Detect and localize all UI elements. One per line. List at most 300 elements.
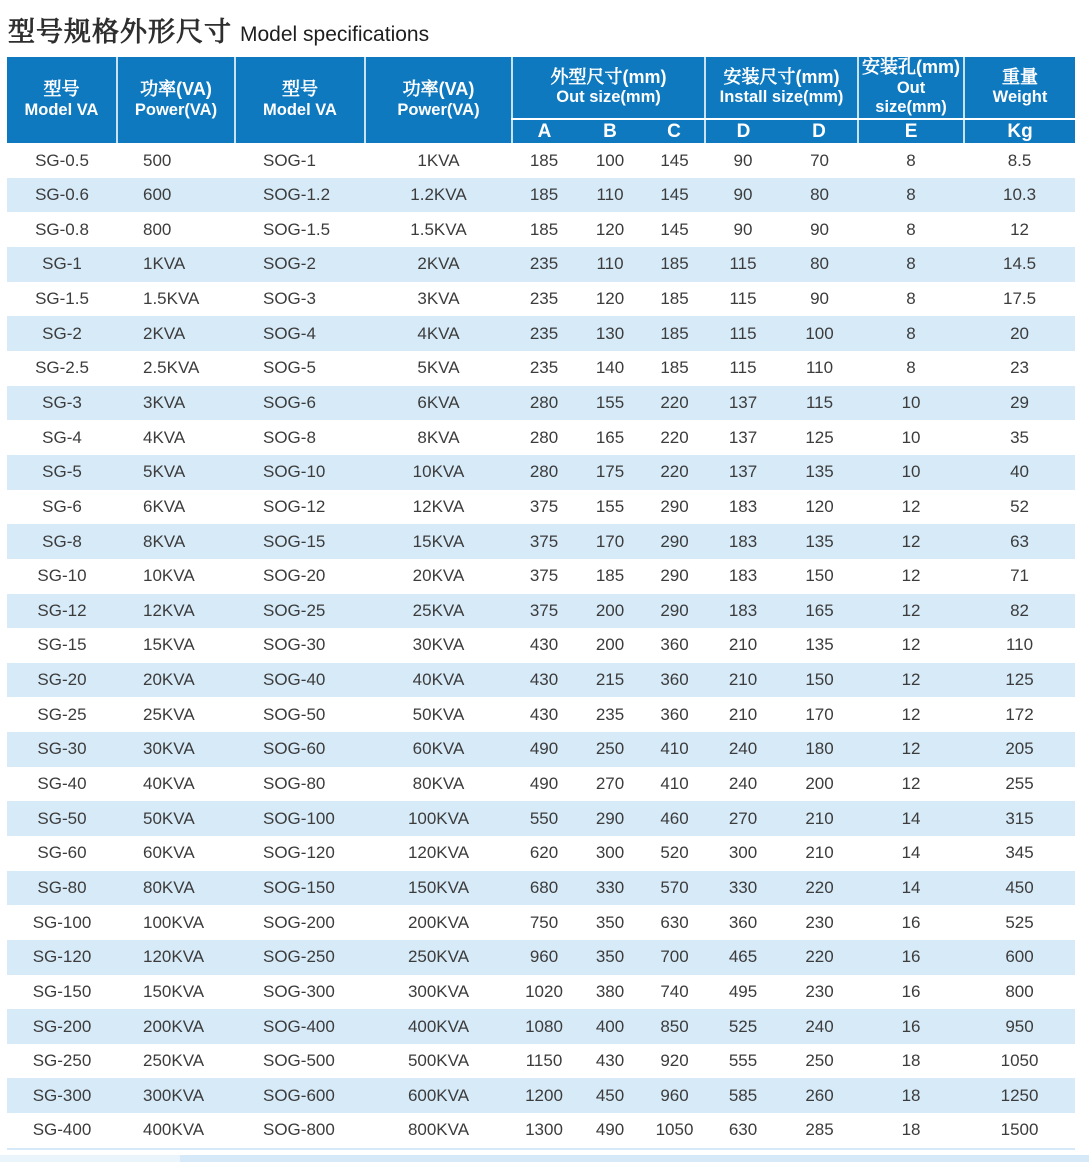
cell-b: 155 bbox=[595, 392, 625, 412]
cell-d2: 220 bbox=[805, 947, 834, 967]
cell-b: 290 bbox=[595, 808, 625, 828]
cell-a: 280 bbox=[529, 427, 559, 447]
cell-d2: 285 bbox=[805, 1120, 834, 1140]
page-title-zh: 型号规格外形尺寸 bbox=[8, 17, 232, 47]
table-row bbox=[7, 455, 1075, 490]
cell-a: 375 bbox=[529, 531, 559, 551]
cell-d1: 555 bbox=[728, 1051, 758, 1071]
cell-e: 8 bbox=[906, 219, 916, 239]
spec-table bbox=[7, 57, 1075, 1150]
cell-power-sog: 30KVA bbox=[412, 635, 465, 655]
cell-power-sg: 10KVA bbox=[143, 566, 195, 586]
table-row bbox=[7, 282, 1075, 317]
cell-model-sg: SG-8 bbox=[42, 531, 82, 551]
cell-model-sog: SOG-30 bbox=[263, 635, 326, 655]
header-model-sg-zh: 型号 bbox=[43, 79, 80, 100]
header-model-sog bbox=[235, 57, 365, 143]
cell-e: 12 bbox=[901, 600, 921, 620]
cell-d1: 270 bbox=[728, 808, 758, 828]
cell-model-sg: SG-30 bbox=[37, 739, 87, 759]
cell-c: 185 bbox=[660, 289, 689, 309]
cell-kg: 12 bbox=[1010, 219, 1029, 239]
cell-a: 375 bbox=[529, 600, 559, 620]
cell-kg: 14.5 bbox=[1002, 254, 1037, 274]
cell-e: 12 bbox=[901, 670, 921, 690]
cell-model-sg: SG-0.6 bbox=[35, 185, 89, 205]
cell-e: 8 bbox=[906, 358, 916, 378]
cell-c: 290 bbox=[660, 600, 689, 620]
cell-b: 270 bbox=[595, 774, 625, 794]
cell-d1: 90 bbox=[733, 150, 753, 170]
table-row bbox=[7, 871, 1075, 906]
cell-e: 12 bbox=[901, 496, 921, 516]
cell-model-sog: SOG-50 bbox=[263, 704, 326, 724]
cell-a: 185 bbox=[529, 185, 559, 205]
cell-b: 170 bbox=[595, 531, 625, 551]
cell-power-sog: 3KVA bbox=[417, 289, 460, 309]
cell-a: 430 bbox=[529, 704, 559, 724]
cell-c: 520 bbox=[660, 843, 689, 863]
cell-b: 350 bbox=[595, 947, 625, 967]
cell-d1: 240 bbox=[728, 739, 758, 759]
header-power-sg bbox=[117, 57, 235, 143]
table-row bbox=[7, 940, 1075, 975]
cell-power-sg: 500 bbox=[143, 150, 172, 170]
subheader-c: C bbox=[644, 119, 705, 143]
cell-kg: 20 bbox=[1010, 323, 1029, 343]
subheader-kg: Kg bbox=[964, 119, 1075, 143]
table-row bbox=[7, 697, 1075, 732]
cell-power-sg: 4KVA bbox=[143, 427, 186, 447]
cell-d2: 110 bbox=[805, 358, 834, 378]
cell-c: 145 bbox=[660, 185, 689, 205]
header-group-outsize bbox=[512, 57, 705, 119]
cell-power-sg: 1KVA bbox=[143, 254, 186, 274]
cell-power-sg: 6KVA bbox=[143, 496, 186, 516]
header-group-weight-zh: 重量 bbox=[1002, 66, 1039, 87]
cell-model-sog: SOG-5 bbox=[263, 358, 316, 378]
cell-model-sg: SG-20 bbox=[37, 670, 87, 690]
cell-b: 200 bbox=[595, 600, 625, 620]
cell-power-sg: 40KVA bbox=[143, 774, 195, 794]
cell-model-sog: SOG-200 bbox=[263, 912, 335, 932]
cell-d2: 150 bbox=[805, 566, 834, 586]
cell-power-sg: 100KVA bbox=[143, 912, 205, 932]
cell-power-sog: 10KVA bbox=[412, 462, 465, 482]
cell-a: 280 bbox=[529, 462, 559, 482]
cell-e: 10 bbox=[901, 427, 921, 447]
cell-model-sg: SG-0.8 bbox=[35, 219, 89, 239]
cell-d1: 240 bbox=[728, 774, 758, 794]
cell-d2: 220 bbox=[805, 877, 834, 897]
cell-kg: 345 bbox=[1005, 843, 1034, 863]
cell-kg: 205 bbox=[1005, 739, 1034, 759]
cell-model-sog: SOG-8 bbox=[263, 427, 316, 447]
subheader-b: B bbox=[576, 119, 644, 143]
cell-kg: 800 bbox=[1005, 981, 1034, 1001]
cell-power-sg: 300KVA bbox=[143, 1085, 205, 1105]
cell-model-sog: SOG-25 bbox=[263, 600, 326, 620]
cell-kg: 600 bbox=[1005, 947, 1034, 967]
cell-e: 14 bbox=[901, 808, 921, 828]
cell-b: 200 bbox=[595, 635, 625, 655]
cell-a: 235 bbox=[529, 254, 559, 274]
subheader-a: A bbox=[512, 119, 576, 143]
cell-a: 235 bbox=[529, 289, 559, 309]
cell-model-sog: SOG-10 bbox=[263, 462, 326, 482]
cell-e: 8 bbox=[906, 254, 916, 274]
cell-power-sg: 50KVA bbox=[143, 808, 195, 828]
cell-model-sog: SOG-12 bbox=[263, 496, 326, 516]
cell-c: 185 bbox=[660, 358, 689, 378]
cell-model-sog: SOG-1 bbox=[263, 150, 316, 170]
cell-a: 1080 bbox=[525, 1016, 563, 1036]
cell-d2: 210 bbox=[805, 843, 834, 863]
cell-e: 16 bbox=[901, 947, 921, 967]
cell-d1: 90 bbox=[733, 219, 753, 239]
cell-kg: 10.3 bbox=[1002, 185, 1037, 205]
cell-e: 10 bbox=[901, 462, 921, 482]
cell-model-sog: SOG-20 bbox=[263, 566, 326, 586]
cell-a: 490 bbox=[529, 774, 559, 794]
cell-power-sg: 400KVA bbox=[143, 1120, 205, 1140]
cell-model-sg: SG-1 bbox=[42, 254, 82, 274]
cell-power-sog: 40KVA bbox=[412, 670, 465, 690]
cell-a: 750 bbox=[529, 912, 559, 932]
cell-d2: 90 bbox=[810, 219, 829, 239]
cell-c: 185 bbox=[660, 254, 689, 274]
cell-d2: 260 bbox=[805, 1085, 834, 1105]
cell-power-sog: 12KVA bbox=[412, 496, 465, 516]
cell-d1: 115 bbox=[729, 358, 757, 378]
cell-power-sog: 150KVA bbox=[407, 877, 470, 897]
cell-d2: 100 bbox=[805, 323, 834, 343]
cell-power-sg: 2KVA bbox=[143, 323, 186, 343]
cell-model-sog: SOG-120 bbox=[263, 843, 335, 863]
cell-a: 185 bbox=[529, 150, 559, 170]
cell-e: 14 bbox=[901, 877, 921, 897]
table-row bbox=[7, 975, 1075, 1010]
cell-d1: 137 bbox=[728, 392, 758, 412]
cell-a: 185 bbox=[529, 219, 559, 239]
cell-c: 570 bbox=[660, 877, 689, 897]
cell-d2: 70 bbox=[810, 150, 829, 170]
cell-model-sog: SOG-40 bbox=[263, 670, 326, 690]
cell-d2: 135 bbox=[805, 635, 834, 655]
table-row bbox=[7, 351, 1075, 386]
cell-model-sg: SG-120 bbox=[32, 947, 92, 967]
cell-b: 175 bbox=[595, 462, 625, 482]
cell-d2: 170 bbox=[805, 704, 834, 724]
cell-e: 12 bbox=[901, 531, 921, 551]
cell-b: 350 bbox=[595, 912, 625, 932]
cell-power-sog: 50KVA bbox=[412, 704, 465, 724]
cell-model-sog: SOG-300 bbox=[263, 981, 335, 1001]
cell-b: 100 bbox=[595, 150, 625, 170]
cell-kg: 71 bbox=[1010, 566, 1029, 586]
table-row bbox=[7, 663, 1075, 698]
header-group-hole bbox=[858, 57, 964, 119]
cell-model-sg: SG-2.5 bbox=[35, 358, 89, 378]
cell-model-sg: SG-5 bbox=[42, 462, 82, 482]
table-row bbox=[7, 594, 1075, 629]
cell-power-sg: 5KVA bbox=[143, 462, 186, 482]
cell-a: 550 bbox=[529, 808, 559, 828]
header-power-sg-en: Power(VA) bbox=[134, 100, 218, 119]
cell-b: 450 bbox=[595, 1085, 625, 1105]
page-title bbox=[8, 10, 1089, 47]
cell-kg: 23 bbox=[1010, 358, 1029, 378]
cell-a: 430 bbox=[529, 670, 559, 690]
cell-model-sg: SG-100 bbox=[32, 912, 92, 932]
cell-c: 850 bbox=[660, 1016, 689, 1036]
table-row bbox=[7, 767, 1075, 802]
cell-kg: 950 bbox=[1005, 1016, 1034, 1036]
table-row bbox=[7, 247, 1075, 282]
cell-model-sog: SOG-2 bbox=[263, 254, 316, 274]
cell-power-sg: 1.5KVA bbox=[143, 289, 200, 309]
cell-d2: 240 bbox=[805, 1016, 834, 1036]
cell-power-sog: 1.2KVA bbox=[410, 185, 467, 205]
cell-power-sog: 60KVA bbox=[412, 739, 465, 759]
cell-e: 16 bbox=[901, 1016, 921, 1036]
cell-power-sg: 2.5KVA bbox=[143, 358, 200, 378]
cell-c: 920 bbox=[660, 1051, 689, 1071]
cell-d1: 495 bbox=[728, 981, 758, 1001]
cell-e: 18 bbox=[901, 1085, 921, 1105]
cell-model-sg: SG-80 bbox=[37, 877, 87, 897]
table-row bbox=[7, 212, 1075, 247]
cell-model-sg: SG-1.5 bbox=[35, 289, 89, 309]
table-row bbox=[7, 386, 1075, 421]
table-row bbox=[7, 1009, 1075, 1044]
cell-e: 8 bbox=[906, 150, 916, 170]
cell-power-sog: 80KVA bbox=[412, 774, 465, 794]
cell-kg: 110 bbox=[1005, 635, 1034, 655]
header-model-sog-en: Model VA bbox=[263, 100, 337, 119]
cell-model-sog: SOG-150 bbox=[263, 877, 335, 897]
cell-d2: 120 bbox=[805, 496, 834, 516]
cell-d1: 90 bbox=[733, 185, 753, 205]
cell-a: 680 bbox=[529, 877, 559, 897]
header-power-sog-zh: 功率(VA) bbox=[402, 79, 475, 100]
header-group-outsize-en: Out size(mm) bbox=[556, 88, 661, 107]
cell-a: 1200 bbox=[525, 1085, 563, 1105]
cell-d2: 80 bbox=[810, 254, 829, 274]
cell-c: 960 bbox=[660, 1085, 689, 1105]
cell-model-sg: SG-4 bbox=[42, 427, 82, 447]
cell-power-sog: 6KVA bbox=[417, 392, 460, 412]
cell-e: 8 bbox=[906, 289, 916, 309]
cell-e: 14 bbox=[901, 843, 921, 863]
cell-power-sog: 600KVA bbox=[407, 1085, 470, 1105]
cell-c: 740 bbox=[660, 981, 689, 1001]
cell-c: 290 bbox=[660, 496, 689, 516]
cell-kg: 525 bbox=[1005, 912, 1034, 932]
cell-power-sog: 20KVA bbox=[412, 566, 465, 586]
cell-d1: 210 bbox=[728, 635, 758, 655]
cell-kg: 63 bbox=[1010, 531, 1029, 551]
cell-power-sog: 1.5KVA bbox=[410, 219, 467, 239]
cell-power-sg: 150KVA bbox=[143, 981, 205, 1001]
cell-b: 235 bbox=[595, 704, 625, 724]
cell-model-sg: SG-300 bbox=[32, 1085, 92, 1105]
cell-c: 410 bbox=[660, 739, 689, 759]
cell-b: 120 bbox=[595, 219, 625, 239]
cell-power-sg: 3KVA bbox=[143, 392, 186, 412]
cell-c: 360 bbox=[660, 704, 689, 724]
cell-b: 300 bbox=[595, 843, 625, 863]
cell-power-sog: 4KVA bbox=[417, 323, 460, 343]
cell-c: 360 bbox=[660, 670, 689, 690]
cell-b: 330 bbox=[595, 877, 625, 897]
cell-power-sg: 800 bbox=[143, 219, 172, 239]
cell-d1: 183 bbox=[728, 566, 758, 586]
cell-power-sog: 5KVA bbox=[417, 358, 460, 378]
cell-power-sog: 200KVA bbox=[407, 912, 470, 932]
cell-e: 12 bbox=[901, 774, 921, 794]
cell-d2: 200 bbox=[805, 774, 834, 794]
cell-kg: 29 bbox=[1010, 392, 1029, 412]
cell-model-sg: SG-50 bbox=[37, 808, 87, 828]
cell-d1: 115 bbox=[729, 254, 757, 274]
cell-b: 120 bbox=[595, 289, 625, 309]
cell-b: 215 bbox=[595, 670, 625, 690]
cell-d2: 250 bbox=[805, 1051, 834, 1071]
spec-table-header bbox=[7, 57, 1075, 143]
cell-d1: 137 bbox=[728, 462, 758, 482]
cell-b: 490 bbox=[595, 1120, 625, 1140]
cell-power-sog: 8KVA bbox=[417, 427, 460, 447]
table-row bbox=[7, 1113, 1075, 1149]
spec-table-body bbox=[7, 143, 1075, 1149]
cell-e: 12 bbox=[901, 635, 921, 655]
cell-e: 16 bbox=[901, 981, 921, 1001]
cell-d2: 230 bbox=[805, 912, 834, 932]
header-group-weight-en: Weight bbox=[992, 88, 1048, 107]
cell-c: 700 bbox=[660, 947, 689, 967]
table-row bbox=[7, 178, 1075, 213]
cell-model-sg: SG-400 bbox=[32, 1120, 92, 1140]
cell-a: 960 bbox=[529, 947, 559, 967]
cell-power-sog: 1KVA bbox=[417, 150, 460, 170]
cell-d1: 183 bbox=[728, 600, 758, 620]
cell-d1: 330 bbox=[728, 877, 758, 897]
cell-e: 10 bbox=[901, 392, 921, 412]
cell-power-sog: 400KVA bbox=[407, 1016, 470, 1036]
header-group-hole-en: Out size(mm) bbox=[875, 78, 947, 117]
page-title-en: Model specifications bbox=[240, 23, 430, 46]
cell-e: 16 bbox=[901, 912, 921, 932]
cell-d1: 585 bbox=[728, 1085, 758, 1105]
cell-a: 490 bbox=[529, 739, 559, 759]
cell-d1: 183 bbox=[728, 531, 758, 551]
cell-kg: 17.5 bbox=[1002, 289, 1037, 309]
table-row bbox=[7, 732, 1075, 767]
cell-power-sog: 2KVA bbox=[417, 254, 460, 274]
cell-kg: 1500 bbox=[1000, 1120, 1039, 1140]
cell-power-sg: 80KVA bbox=[143, 877, 195, 897]
cell-a: 235 bbox=[529, 358, 559, 378]
cell-model-sg: SG-10 bbox=[37, 566, 87, 586]
cell-power-sog: 250KVA bbox=[407, 947, 470, 967]
cell-c: 360 bbox=[660, 635, 689, 655]
subheader-d2: D bbox=[781, 119, 858, 143]
cell-c: 290 bbox=[660, 531, 689, 551]
table-row bbox=[7, 524, 1075, 559]
table-row bbox=[7, 628, 1075, 663]
header-group-outsize-zh: 外型尺寸(mm) bbox=[550, 66, 667, 87]
cell-kg: 35 bbox=[1010, 427, 1029, 447]
cell-model-sog: SOG-400 bbox=[263, 1016, 335, 1036]
cell-power-sg: 200KVA bbox=[143, 1016, 205, 1036]
cell-b: 155 bbox=[595, 496, 625, 516]
cell-kg: 255 bbox=[1005, 774, 1034, 794]
cell-c: 220 bbox=[660, 427, 689, 447]
cell-d2: 135 bbox=[805, 462, 834, 482]
cell-model-sog: SOG-1.5 bbox=[263, 219, 331, 239]
cell-a: 375 bbox=[529, 496, 559, 516]
cell-c: 145 bbox=[660, 150, 689, 170]
cell-kg: 8.5 bbox=[1007, 150, 1032, 170]
table-row bbox=[7, 801, 1075, 836]
cell-d1: 630 bbox=[728, 1120, 758, 1140]
cell-b: 140 bbox=[595, 358, 625, 378]
cell-kg: 1250 bbox=[1000, 1085, 1039, 1105]
cell-c: 220 bbox=[660, 462, 689, 482]
cell-model-sog: SOG-4 bbox=[263, 323, 316, 343]
cell-kg: 1050 bbox=[1000, 1051, 1039, 1071]
cell-kg: 40 bbox=[1010, 462, 1029, 482]
cell-power-sg: 8KVA bbox=[143, 531, 186, 551]
cell-e: 12 bbox=[901, 739, 921, 759]
cell-a: 1020 bbox=[525, 981, 563, 1001]
table-row bbox=[7, 490, 1075, 525]
cell-c: 460 bbox=[660, 808, 689, 828]
cell-b: 165 bbox=[595, 427, 625, 447]
bottom-strip bbox=[0, 1155, 1089, 1162]
cell-model-sog: SOG-500 bbox=[263, 1051, 335, 1071]
cell-model-sg: SG-200 bbox=[32, 1016, 92, 1036]
cell-d1: 525 bbox=[728, 1016, 758, 1036]
cell-c: 410 bbox=[660, 774, 689, 794]
cell-c: 220 bbox=[660, 392, 689, 412]
header-model-sg-en: Model VA bbox=[24, 100, 99, 119]
cell-kg: 125 bbox=[1005, 670, 1034, 690]
cell-d1: 183 bbox=[728, 496, 758, 516]
cell-b: 380 bbox=[595, 981, 625, 1001]
cell-a: 430 bbox=[529, 635, 559, 655]
cell-b: 110 bbox=[596, 254, 624, 274]
header-model-sg bbox=[7, 57, 117, 143]
cell-power-sog: 120KVA bbox=[407, 843, 470, 863]
cell-b: 110 bbox=[596, 185, 624, 205]
cell-power-sg: 250KVA bbox=[143, 1051, 205, 1071]
cell-model-sg: SG-250 bbox=[32, 1051, 92, 1071]
cell-e: 12 bbox=[901, 566, 921, 586]
cell-d2: 115 bbox=[805, 392, 834, 412]
cell-d2: 90 bbox=[810, 289, 829, 309]
cell-model-sog: SOG-100 bbox=[263, 808, 335, 828]
cell-model-sg: SG-150 bbox=[32, 981, 92, 1001]
cell-e: 8 bbox=[906, 185, 916, 205]
table-row bbox=[7, 836, 1075, 871]
cell-d2: 230 bbox=[805, 981, 834, 1001]
cell-a: 235 bbox=[529, 323, 559, 343]
table-row bbox=[7, 143, 1075, 178]
header-group-hole-zh: 安装孔(mm) bbox=[862, 57, 961, 77]
cell-power-sg: 12KVA bbox=[143, 600, 195, 620]
